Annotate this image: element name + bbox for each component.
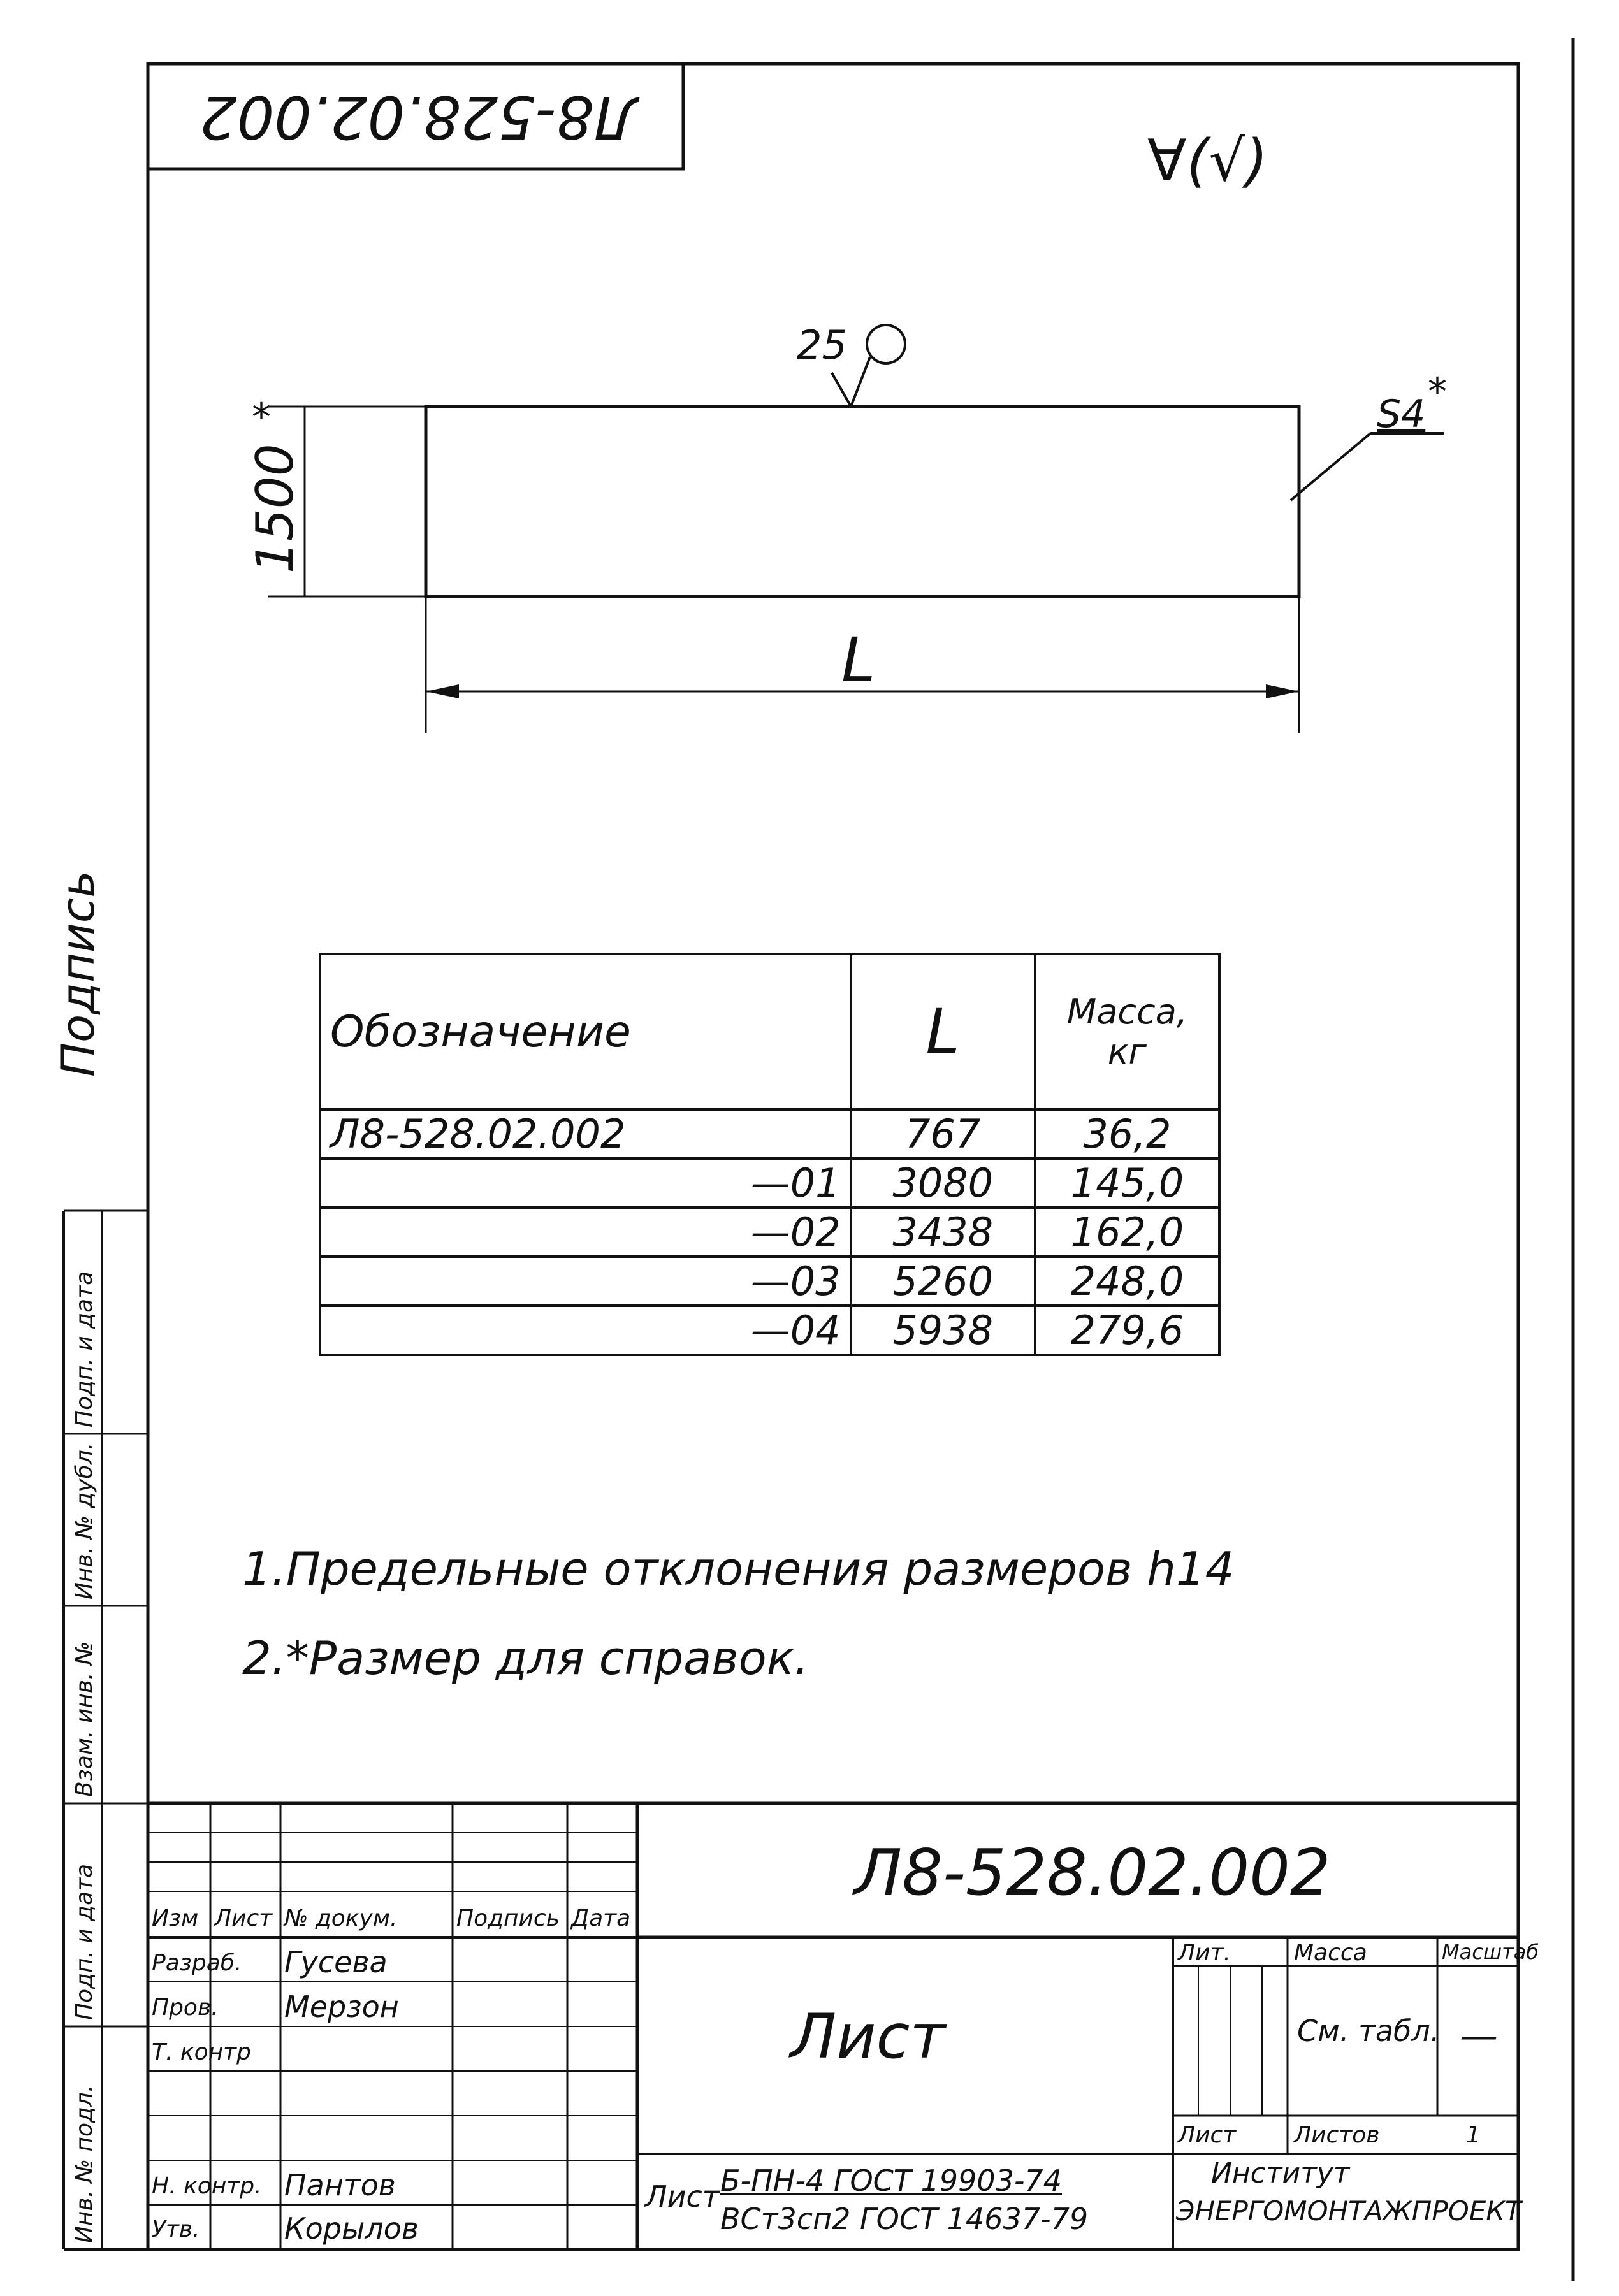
specification-table	[319, 953, 1221, 1356]
dim-height-label: 1500	[245, 444, 305, 574]
material-line-2: ВСт3сп2 ГОСТ 14637-79	[720, 2202, 1089, 2236]
row-length: 5260	[851, 1257, 1035, 1306]
table-row	[320, 1257, 1219, 1306]
lit-label: Лит.	[1178, 1940, 1231, 1966]
weld-leg-right	[851, 357, 870, 407]
note-2: 2.*Размер для справок.	[242, 1631, 810, 1685]
row-mass: 279,6	[1035, 1306, 1219, 1355]
row-length: 767	[851, 1109, 1035, 1159]
edge-callout-label: S4	[1377, 392, 1426, 437]
note-1: 1.Предельные отклонения размеров h14	[242, 1542, 1235, 1596]
table-row	[320, 1306, 1219, 1355]
hdr-date: Дата	[571, 1905, 631, 1931]
header-mass: Масса, кг	[1035, 954, 1219, 1109]
name-norm-control: Пантов	[284, 2168, 396, 2202]
strip-label-5: Инв. № подл.	[71, 2084, 98, 2243]
name-checker: Мерзон	[284, 1989, 399, 2024]
strip-label-2: Инв. № дубл.	[71, 1442, 98, 1599]
row-length: 3438	[851, 1208, 1035, 1257]
table-row	[320, 1208, 1219, 1257]
row-designation: —03	[320, 1257, 851, 1306]
header-length: L	[851, 954, 1035, 1109]
header-designation: Обозначение	[320, 954, 851, 1109]
roughness-symbol: ∀(√)	[1147, 127, 1268, 194]
role-developer: Разраб.	[152, 1950, 242, 1976]
dim-height-star: *	[252, 395, 271, 440]
weld-callout-label: 25	[797, 322, 847, 368]
name-approved: Корылов	[284, 2211, 419, 2246]
weld-circle	[867, 325, 905, 363]
org-line-1: Институт	[1211, 2157, 1350, 2190]
row-length: 3080	[851, 1159, 1035, 1208]
row-designation: —04	[320, 1306, 851, 1355]
row-mass: 248,0	[1035, 1257, 1219, 1306]
row-mass: 162,0	[1035, 1208, 1219, 1257]
role-tech-control: Т. контр	[152, 2039, 252, 2065]
mass-label: Масса	[1294, 1940, 1367, 1966]
table-row	[320, 1159, 1219, 1208]
row-length: 5938	[851, 1306, 1035, 1355]
strip-label-3: Взам. инв. №	[71, 1641, 98, 1797]
scale-value: —	[1460, 2014, 1498, 2058]
table-header-row	[320, 954, 1219, 1109]
row-designation: Л8-528.02.002	[320, 1109, 851, 1159]
margin-signature: Подпись	[51, 870, 105, 1077]
sheets-label: Листов	[1294, 2122, 1380, 2148]
edge-leader	[1291, 433, 1370, 500]
drawing-number-top: Л8-528.02.002	[200, 83, 638, 151]
strip-label-1: Подп. и дата	[71, 1271, 98, 1427]
title-document-name: Лист	[790, 2001, 946, 2072]
plate-outline	[426, 407, 1299, 596]
weld-leg-left	[832, 373, 851, 407]
name-developer: Гусева	[284, 1945, 388, 1979]
strip-label-4: Подп. и дата	[71, 1863, 98, 2020]
row-mass: 145,0	[1035, 1159, 1219, 1208]
role-norm-control: Н. контр.	[152, 2173, 262, 2199]
sheets-value: 1	[1466, 2122, 1481, 2148]
mass-value: См. табл.	[1297, 2014, 1440, 2048]
role-checker: Пров.	[152, 1995, 219, 2021]
hdr-list: Лист	[214, 1905, 273, 1931]
arrow-left	[426, 684, 459, 698]
table-row	[320, 1109, 1219, 1159]
hdr-izm: Изм	[152, 1905, 199, 1931]
sheet-label: Лист	[1178, 2122, 1237, 2148]
arrow-right	[1266, 684, 1299, 698]
row-designation: —01	[320, 1159, 851, 1208]
edge-callout-star: *	[1428, 370, 1447, 414]
material-line-1: Б-ПН-4 ГОСТ 19903-74	[720, 2163, 1062, 2198]
row-mass: 36,2	[1035, 1109, 1219, 1159]
hdr-doc-no: № докум.	[284, 1905, 398, 1931]
org-line-2: ЭНЕРГОМОНТАЖПРОЕКТ	[1176, 2195, 1521, 2227]
hdr-sign: Подпись	[456, 1905, 560, 1931]
dim-length-label: L	[841, 625, 876, 696]
material-prefix: Лист	[645, 2179, 720, 2214]
role-approved: Утв.	[152, 2216, 200, 2242]
row-designation: —02	[320, 1208, 851, 1257]
title-document-number: Л8-528.02.002	[854, 1835, 1331, 1910]
scale-label: Масштаб	[1442, 1940, 1539, 1964]
